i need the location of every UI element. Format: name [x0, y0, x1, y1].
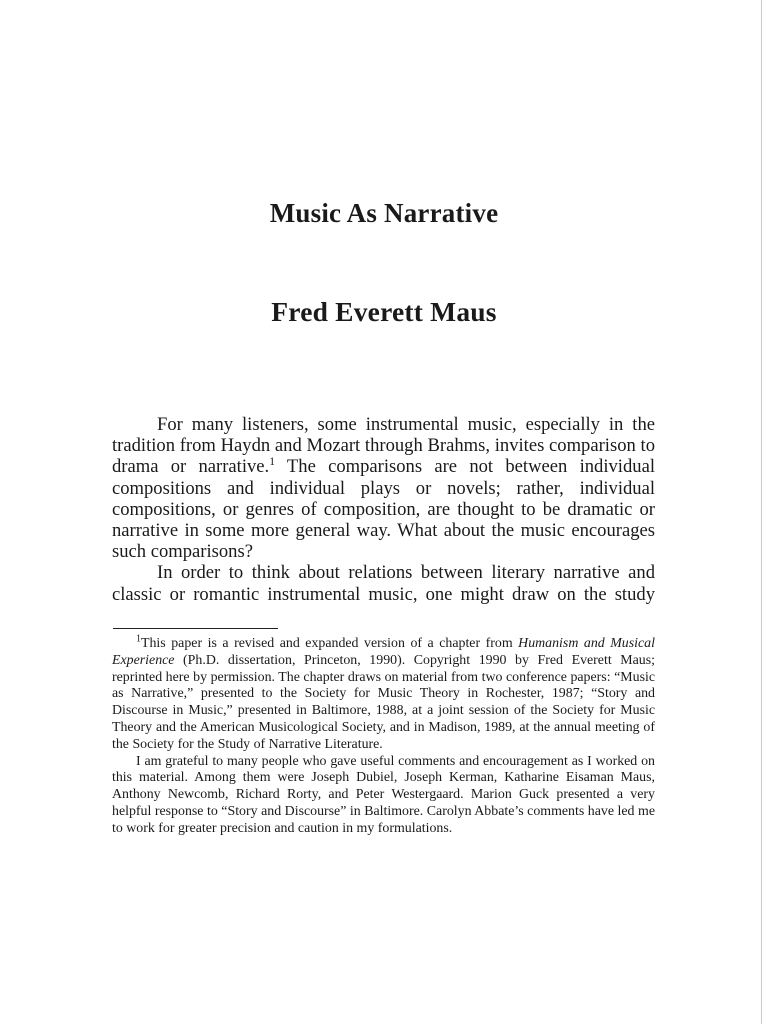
footnote-book-title: Humanism and Musical Experience: [112, 636, 655, 668]
footnote-marker: 1: [136, 633, 141, 645]
footnote-reference: 1: [269, 456, 275, 469]
footnote-1-text: This paper is a revised and expanded version of a chapter from: [141, 636, 519, 651]
body-paragraph-1-text: For many listeners, some instrumental music, especially in the tradition from Haydn and Mozart through Brahms, invites comparison to drama or narrative.: [112, 414, 655, 478]
body-paragraph-1-continuation: The comparisons are not between individual compositions and individual plays or novels; rather, individual compositions, or genres of composition, are thought to be dramatic or narrative in some more general way. What about the music encourages such comparisons?: [112, 456, 655, 563]
paper-title: Music As Narrative: [269, 198, 499, 228]
footnote-separator: [113, 628, 278, 629]
footnote-1-acknowledgments: I am grateful to many people who gave useful comments and encouragement as I worked on this material. Among them were Joseph Dubiel, Joseph Kerman, Katharine Eisaman Maus, Anthony Newcomb, Richard Rorty, and Peter Westergaard. Marion Guck presented a very helpful response to “Story and Discourse” in Baltimore. Carolyn Abbate’s comments have led me to work for greater precision and caution in my formulations.: [112, 753, 655, 836]
page-edge-line: [761, 0, 762, 1024]
body-paragraph-1: [112, 414, 655, 562]
author-name: Fred Everett Maus: [271, 296, 497, 327]
body-text: [112, 414, 655, 605]
body-paragraph-2: In order to think about relations between literary narrative and classic or romantic instrumental music, one might draw on the study: [112, 562, 655, 605]
footnote-1: [112, 633, 655, 754]
footnote-1-text-continued: (Ph.D. dissertation, Princeton, 1990). Copyright 1990 by Fred Everett Maus; reprinted here by permission. The chapter draws on material from two conference papers: “Music as Narrative,” presented to the Society for Music Theory in Rochester, 1987; “Story and Discourse in Music,” presented in Baltimore, 1988, at a joint session of the Society for Music Theory and the American Musicological Society, and in Madison, 1989, at the annual meeting of the Society for the Study of Narrative Literature.: [112, 652, 655, 752]
footnotes: [112, 633, 655, 838]
